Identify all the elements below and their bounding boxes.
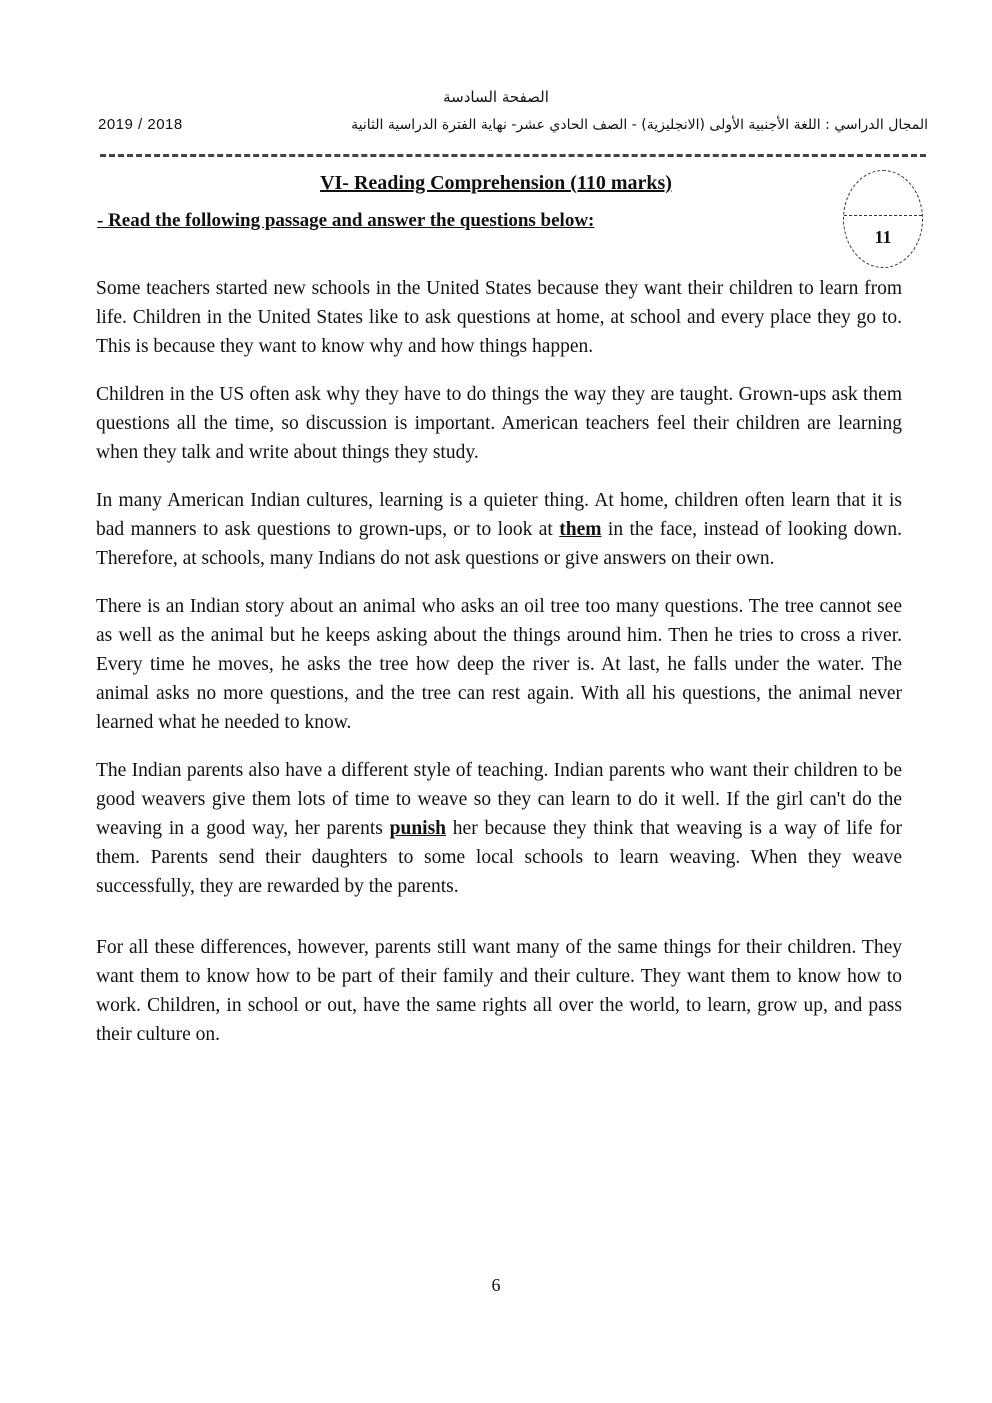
subject-line-arabic: المجال الدراسي : اللغة الأجنبية الأولى (الانجليزية) - الصف الحادي عشر- نهاية الفترة الدراسية الثانية (351, 116, 928, 133)
score-box (843, 170, 923, 268)
paragraph-5-before: The Indian parents also have a different style of teaching. Indian parents who want their children to be good weavers give them lots of time to weave so they can learn to do it well. If the girl can't do the weaving in a good way, her parents (96, 760, 902, 839)
reading-passage (96, 274, 902, 1068)
score-divider (844, 215, 922, 216)
paragraph-3 (96, 486, 902, 573)
paragraph-1: Some teachers started new schools in the United States because they want their children to learn from life. Children in the United States like to ask questions at home, at school and every place they go to. This is because they want to know why and how things happen. (96, 278, 902, 357)
paragraph-6: For all these differences, however, parents still want many of the same things for their children. They want them to know how to be part of their family and their culture. They want them to know how to work. Children, in school or out, have the same rights all over the world, to learn, grow up, and pass their culture on. (96, 937, 902, 1045)
exam-header (98, 116, 928, 133)
paragraph-2: Children in the US often ask why they have to do things the way they are taught. Grown-ups ask them questions all the time, so discussion is important. American teachers feel their children are learning when they talk and write about things they study. (96, 384, 902, 463)
paragraph-5-after: her because they think that weaving is a way of life for them. Parents send their daughters to some local schools to learn weaving. When they weave successfully, they are rewarded by the parents. (96, 818, 903, 897)
paragraph-3-after: in the face, instead of looking down. Therefore, at schools, many Indians do not ask questions or give answers on their own. (96, 519, 902, 569)
page-number: 6 (491, 1275, 501, 1295)
paragraph-4: There is an Indian story about an animal who asks an oil tree too many questions. The tree cannot see as well as the animal but he keeps asking about the things around him. Then he tries to cross a river. Every time he moves, he asks the tree how deep the river is. At last, he falls under the water. The animal asks no more questions, and the tree can rest again. With all his questions, the animal never learned what he needed to know. (96, 596, 902, 733)
page-label-arabic: الصفحة السادسة (443, 88, 549, 106)
school-year: 2019 / 2018 (98, 116, 183, 133)
paragraph-5 (96, 756, 902, 901)
header-divider (100, 154, 926, 157)
underlined-word-punish: punish (389, 818, 447, 839)
paragraph-3-before: In many American Indian cultures, learning is a quieter thing. At home, children often learn that it is bad manners to ask questions to grown-ups, or to look at (96, 490, 902, 540)
section-title: VI- Reading Comprehension (110 marks) (320, 172, 672, 194)
section-instruction: - Read the following passage and answer the questions below: (97, 210, 595, 231)
score-total: 11 (874, 227, 892, 247)
underlined-word-them: them (559, 519, 602, 540)
